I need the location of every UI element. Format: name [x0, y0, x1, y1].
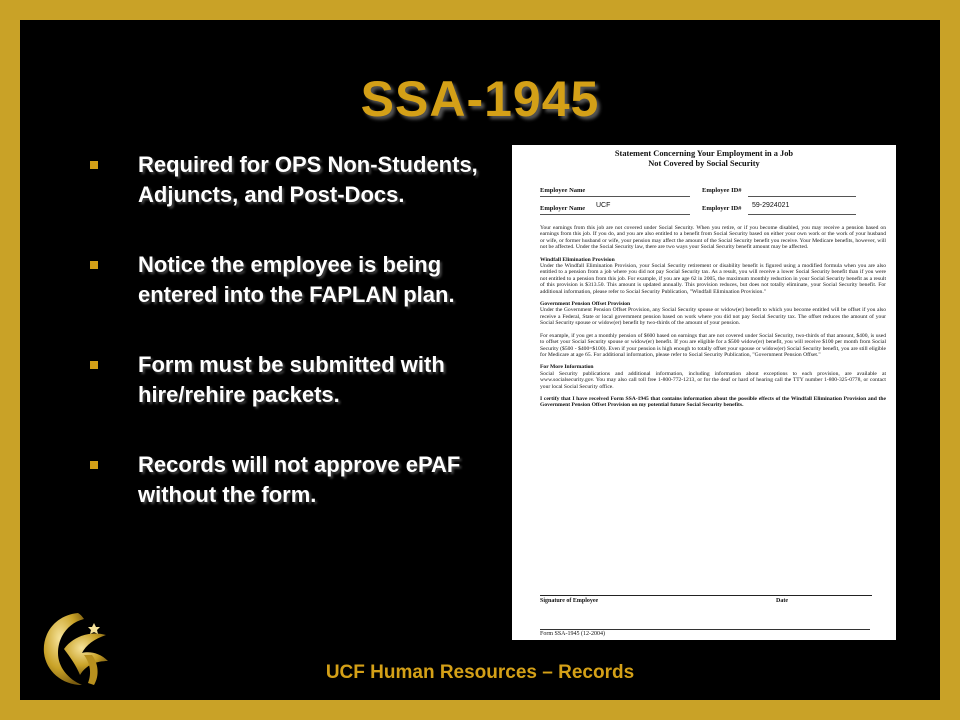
form-body [540, 225, 886, 415]
employer-name-line [540, 214, 690, 215]
employee-name-label: Employee Name [540, 187, 586, 194]
example-text: For example, if you get a monthly pension of $600 based on earnings that are not covered under Social Security, two-thirds of that amount, $400, is used to offset your Social Security spouse or widow(er) benefit. If you are eligible for a $500 widow(er) benefit, you will receive $100 per month from Social Security ($500 - $400=$100). Even if your pension is high enough to totally offset your spouse or widow(er) Social Security benefit, you are still eligible for Medicare at age 65. For additional information, please refer to Social Security Publication, "Government Pension Offset." [540, 332, 886, 358]
employee-name-line [540, 196, 690, 197]
more-info-heading: For More Information [540, 364, 594, 371]
bullet-list [90, 150, 480, 550]
square-bullet-icon [90, 161, 98, 169]
form-header-fields [512, 183, 896, 223]
slide-title: SSA-1945 [360, 71, 600, 127]
employee-id-label: Employee ID# [702, 187, 742, 194]
form-number: Form SSA-1945 (12-2004) [540, 629, 870, 637]
employer-id-line [748, 214, 856, 215]
bullet-item [90, 350, 480, 410]
more-info-text: Social Security publications and additional information, including information about exceptions to each provision, are available at www.socialsecurity.gov. You may also call toll free 1-800-772-1213, or for the deaf or hard of hearing call the TTY number 1-800-325-0778, or contact your local Social Security office. [540, 370, 886, 390]
square-bullet-icon [90, 361, 98, 369]
bullet-text: Notice the employee is being entered into the FAPLAN plan. [138, 252, 455, 307]
employer-id-label: Employer ID# [702, 205, 742, 212]
date-label: Date [776, 598, 788, 604]
bullet-item [90, 150, 480, 210]
bullet-text: Required for OPS Non-Students, Adjuncts, and Post-Docs. [138, 152, 478, 207]
gpo-heading: Government Pension Offset Provision [540, 301, 631, 308]
bullet-item [90, 450, 480, 510]
employee-id-line [748, 196, 856, 197]
signature-line [540, 595, 872, 604]
form-intro: Your earnings from this job are not covered under Social Security. When you retire, or if you become disabled, you may receive a pension based on earnings from this job. If you do, and you are also entitled to a benefit from Social Security based on either your own work or the work of your husband or wife, or former husband or wife, your pension may affect the amount of the Social Security benefit you receive. Your Medicare benefits, however, will not be affected. Under the Social Security law, there are two ways your Social Security benefit amount may be affected. [540, 225, 886, 251]
employer-name-label: Employer Name [540, 205, 586, 212]
bullet-text: Records will not approve ePAF without the form. [138, 452, 461, 507]
form-title: Statement Concerning Your Employment in a Job Not Covered by Social Security [614, 149, 794, 168]
ssa-1945-form-image [512, 145, 896, 640]
signature-label: Signature of Employee [540, 598, 599, 604]
slide-footer: UCF Human Resources – Records [325, 662, 635, 683]
employer-name-value: UCF [596, 202, 611, 209]
wep-heading: Windfall Elimination Provision [540, 256, 615, 263]
employer-id-value: 59-2924021 [752, 202, 790, 209]
square-bullet-icon [90, 261, 98, 269]
wep-text: Under the Windfall Elimination Provision, your Social Security retirement or disability benefit is figured using a modified formula when you are also entitled to a pension from a job where you did not pay Social Security tax. As a result, you will receive a lower Social Security benefit than if you were not entitled to a pension from this job. For example, if you are age 62 in 2005, the maximum monthly reduction in your Social Security benefit as a result of this provision is $313.50. This amount is updated annually. This provision reduces, but does not totally eliminate, your Social Security benefit. For additional information, please refer to Social Security Publication, "Windfall Elimination Provision." [540, 263, 886, 295]
gpo-text: Under the Government Pension Offset Provision, any Social Security spouse or widow(er) benefit to which you become entitled will be offset if you also receive a Federal, State or local government pension based on work where you did not pay Social Security tax. The offset reduces the amount of your Social Security spouse or widow(er) benefit by two-thirds of the amount of your pension. [540, 307, 886, 327]
bullet-item [90, 250, 480, 310]
certify-text: I certify that I have received Form SSA-1945 that contains information about the possible effects of the Windfall Elimination Provision and the Government Pension Offset Provision on my potential future Social Security benefits. [540, 395, 886, 409]
bullet-text: Form must be submitted with hire/rehire packets. [138, 352, 445, 407]
square-bullet-icon [90, 461, 98, 469]
